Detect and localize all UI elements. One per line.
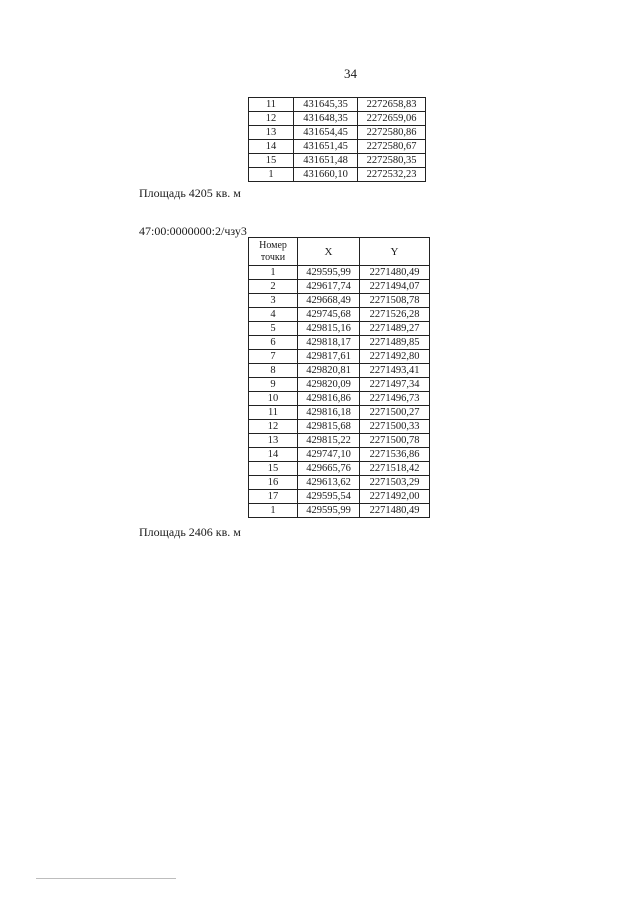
x-cell: 429668,49 xyxy=(298,294,360,308)
x-cell: 429817,61 xyxy=(298,350,360,364)
point-number-cell: 12 xyxy=(249,112,294,126)
point-number-cell: 1 xyxy=(249,504,298,518)
table-row xyxy=(249,378,430,392)
point-number-cell: 3 xyxy=(249,294,298,308)
y-cell: 2271492,80 xyxy=(360,350,430,364)
x-cell: 429816,18 xyxy=(298,406,360,420)
coordinates-table-2-body xyxy=(249,266,430,518)
y-cell: 2271496,73 xyxy=(360,392,430,406)
x-cell: 429818,17 xyxy=(298,336,360,350)
header-y: Y xyxy=(360,238,430,266)
x-cell: 429815,16 xyxy=(298,322,360,336)
point-number-cell: 11 xyxy=(249,98,294,112)
x-cell: 431651,48 xyxy=(294,154,358,168)
parcel-cadastral-id: 47:00:0000000:2/чзу3 xyxy=(139,224,247,238)
header-point-number: Номер точки xyxy=(249,238,298,266)
point-number-cell: 10 xyxy=(249,392,298,406)
x-cell: 429595,54 xyxy=(298,490,360,504)
x-cell: 429820,81 xyxy=(298,364,360,378)
x-cell: 431648,35 xyxy=(294,112,358,126)
y-cell: 2271500,27 xyxy=(360,406,430,420)
x-cell: 429595,99 xyxy=(298,504,360,518)
x-cell: 429820,09 xyxy=(298,378,360,392)
table-row xyxy=(249,322,430,336)
area-label-1: Площадь 4205 кв. м xyxy=(139,186,241,200)
scan-artifact-line xyxy=(36,878,176,879)
x-cell: 429745,68 xyxy=(298,308,360,322)
area-label-2: Площадь 2406 кв. м xyxy=(139,525,241,539)
x-cell: 429815,68 xyxy=(298,420,360,434)
table-row xyxy=(249,294,430,308)
y-cell: 2272580,35 xyxy=(358,154,426,168)
point-number-cell: 6 xyxy=(249,336,298,350)
point-number-cell: 15 xyxy=(249,462,298,476)
table-row xyxy=(249,462,430,476)
table-row xyxy=(249,448,430,462)
y-cell: 2271508,78 xyxy=(360,294,430,308)
y-cell: 2271493,41 xyxy=(360,364,430,378)
point-number-cell: 17 xyxy=(249,490,298,504)
y-cell: 2271497,34 xyxy=(360,378,430,392)
table-row xyxy=(249,420,430,434)
table-row xyxy=(249,168,426,182)
y-cell: 2272580,86 xyxy=(358,126,426,140)
point-number-cell: 16 xyxy=(249,476,298,490)
point-number-cell: 4 xyxy=(249,308,298,322)
table-row xyxy=(249,434,430,448)
point-number-cell: 1 xyxy=(249,266,298,280)
table-row xyxy=(249,336,430,350)
header-x: X xyxy=(298,238,360,266)
point-number-cell: 11 xyxy=(249,406,298,420)
y-cell: 2271526,28 xyxy=(360,308,430,322)
point-number-cell: 2 xyxy=(249,280,298,294)
x-cell: 431651,45 xyxy=(294,140,358,154)
y-cell: 2272532,23 xyxy=(358,168,426,182)
table-row xyxy=(249,154,426,168)
x-cell: 429617,74 xyxy=(298,280,360,294)
y-cell: 2272659,06 xyxy=(358,112,426,126)
table-row xyxy=(249,112,426,126)
y-cell: 2271492,00 xyxy=(360,490,430,504)
coordinates-table-1 xyxy=(248,97,426,182)
y-cell: 2271500,78 xyxy=(360,434,430,448)
table-row xyxy=(249,364,430,378)
y-cell: 2271536,86 xyxy=(360,448,430,462)
x-cell: 431645,35 xyxy=(294,98,358,112)
point-number-cell: 14 xyxy=(249,448,298,462)
table-row xyxy=(249,476,430,490)
table-row xyxy=(249,140,426,154)
y-cell: 2271480,49 xyxy=(360,266,430,280)
table-row xyxy=(249,126,426,140)
y-cell: 2271500,33 xyxy=(360,420,430,434)
x-cell: 429613,62 xyxy=(298,476,360,490)
x-cell: 429595,99 xyxy=(298,266,360,280)
table-row xyxy=(249,98,426,112)
table-row xyxy=(249,392,430,406)
x-cell: 429816,86 xyxy=(298,392,360,406)
x-cell: 431654,45 xyxy=(294,126,358,140)
point-number-cell: 9 xyxy=(249,378,298,392)
page-number: 34 xyxy=(344,66,357,81)
table-row xyxy=(249,266,430,280)
x-cell: 429665,76 xyxy=(298,462,360,476)
coordinates-table-2 xyxy=(248,237,430,518)
table-row xyxy=(249,490,430,504)
y-cell: 2271480,49 xyxy=(360,504,430,518)
coordinates-table-1-body xyxy=(249,98,426,182)
y-cell: 2272658,83 xyxy=(358,98,426,112)
point-number-cell: 5 xyxy=(249,322,298,336)
x-cell: 429815,22 xyxy=(298,434,360,448)
point-number-cell: 13 xyxy=(249,126,294,140)
table-row xyxy=(249,350,430,364)
point-number-cell: 14 xyxy=(249,140,294,154)
x-cell: 429747,10 xyxy=(298,448,360,462)
y-cell: 2271489,85 xyxy=(360,336,430,350)
point-number-cell: 7 xyxy=(249,350,298,364)
y-cell: 2272580,67 xyxy=(358,140,426,154)
table-header-row xyxy=(249,238,430,266)
y-cell: 2271489,27 xyxy=(360,322,430,336)
table-row xyxy=(249,406,430,420)
point-number-cell: 15 xyxy=(249,154,294,168)
y-cell: 2271503,29 xyxy=(360,476,430,490)
x-cell: 431660,10 xyxy=(294,168,358,182)
point-number-cell: 1 xyxy=(249,168,294,182)
point-number-cell: 12 xyxy=(249,420,298,434)
table-row xyxy=(249,308,430,322)
table-row xyxy=(249,504,430,518)
y-cell: 2271518,42 xyxy=(360,462,430,476)
point-number-cell: 13 xyxy=(249,434,298,448)
point-number-cell: 8 xyxy=(249,364,298,378)
table-row xyxy=(249,280,430,294)
y-cell: 2271494,07 xyxy=(360,280,430,294)
